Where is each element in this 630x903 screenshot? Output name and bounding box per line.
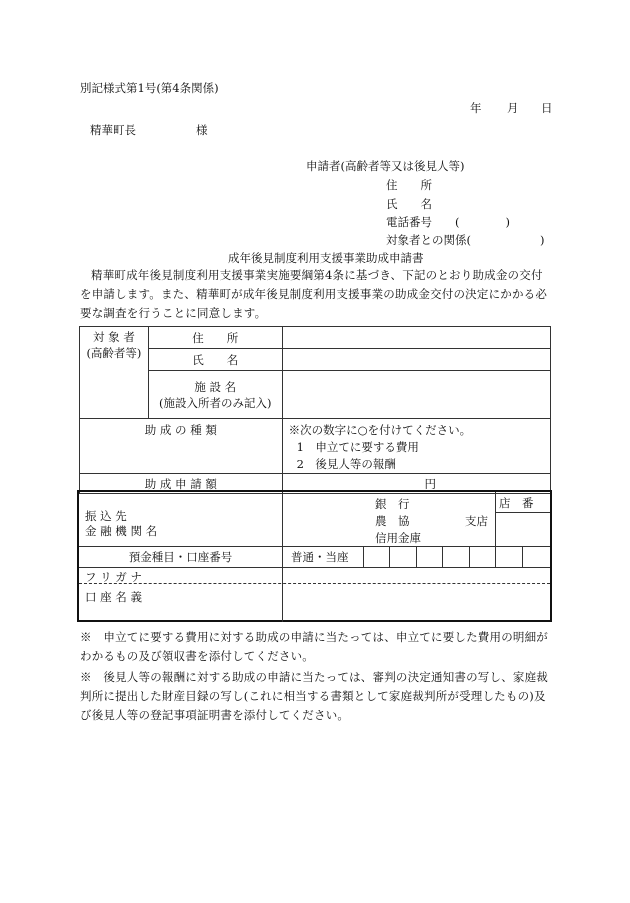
- type-option-2[interactable]: 2 後見人等の報酬: [296, 457, 396, 471]
- address-label: 住 所: [148, 327, 282, 349]
- honorific: 様: [196, 123, 208, 137]
- bank-option[interactable]: 銀 行: [375, 497, 410, 511]
- type-option-1[interactable]: 1 申立てに要する費用: [296, 440, 419, 454]
- name-label: 氏 名: [148, 349, 282, 371]
- address-input[interactable]: [282, 327, 550, 349]
- type-cell: [282, 419, 550, 474]
- note-1: ※ 申立てに要する費用に対する助成の申請に当たっては、申立てに要した費用の明細がわかるもの及び領収書を添付してください。: [80, 630, 548, 663]
- applicant-heading: 申請者(高齢者等又は後見人等): [306, 159, 465, 173]
- date-year: 年: [470, 101, 482, 115]
- type-label: 助 成 の 種 類: [80, 419, 283, 474]
- bank-transfer-box: [77, 490, 552, 622]
- account-name-label: 口 座 名 義: [85, 590, 142, 604]
- account-type-value[interactable]: 普通・当座: [291, 550, 349, 564]
- body-text: 精華町成年後見制度利用支援事業実施要綱第4条に基づき、下記のとおり助成金の交付を申請します。また、精華町が成年後見制度利用支援事業の助成金交付の決定にかかる必要な調査を行うことに同意します。: [80, 268, 548, 320]
- amount-unit[interactable]: 円: [282, 474, 550, 494]
- document-title: 成年後見制度利用支援事業助成申請書: [228, 251, 424, 265]
- application-table: [79, 326, 551, 494]
- branch-number-label: 店 番: [499, 496, 534, 510]
- transfer-dest-label: 振 込 先: [85, 509, 127, 523]
- applicant-phone: 電話番号 ( ): [386, 215, 510, 229]
- date-month: 月: [507, 101, 519, 115]
- type-note: ※次の数字に○を付けてください。: [288, 423, 472, 437]
- furigana-label: フ リ ガ ナ: [85, 570, 142, 584]
- applicant-address: 住 所: [386, 178, 432, 192]
- addressee: 精華町長: [90, 123, 136, 137]
- date-day: 日: [541, 101, 553, 115]
- facility-cell: [148, 371, 282, 419]
- note-2: ※ 後見人等の報酬に対する助成の申請に当たっては、審判の決定通知書の写し、家庭裁判所に提出した財産目録の写し(これに相当する書類として家庭裁判所が受理したもの)及び後見人等の登記事項証明書を添付してください。: [80, 670, 548, 722]
- form-number: 別記様式第1号(第4条関係): [80, 81, 219, 95]
- applicant-relation: 対象者との関係( ): [386, 233, 545, 247]
- name-input[interactable]: [282, 349, 550, 371]
- institution-label: 金 融 機 関 名: [85, 524, 158, 538]
- facility-label: 施 設 名: [194, 379, 237, 394]
- subject-cell: [80, 327, 149, 419]
- account-type-label: 預金種目・口座番号: [128, 550, 233, 564]
- subject-label: 対 象 者: [93, 330, 135, 344]
- facility-input[interactable]: [282, 371, 550, 419]
- facility-sub: (施設入所者のみ記入): [158, 395, 272, 410]
- amount-label: 助 成 申 請 額: [80, 474, 283, 494]
- subject-sub: (高齢者等): [86, 346, 142, 360]
- nokyo-option[interactable]: 農 協: [375, 514, 410, 528]
- applicant-name: 氏 名: [386, 197, 432, 211]
- shinkin-option[interactable]: 信用金庫: [375, 531, 421, 545]
- branch-label: 支店: [465, 514, 488, 528]
